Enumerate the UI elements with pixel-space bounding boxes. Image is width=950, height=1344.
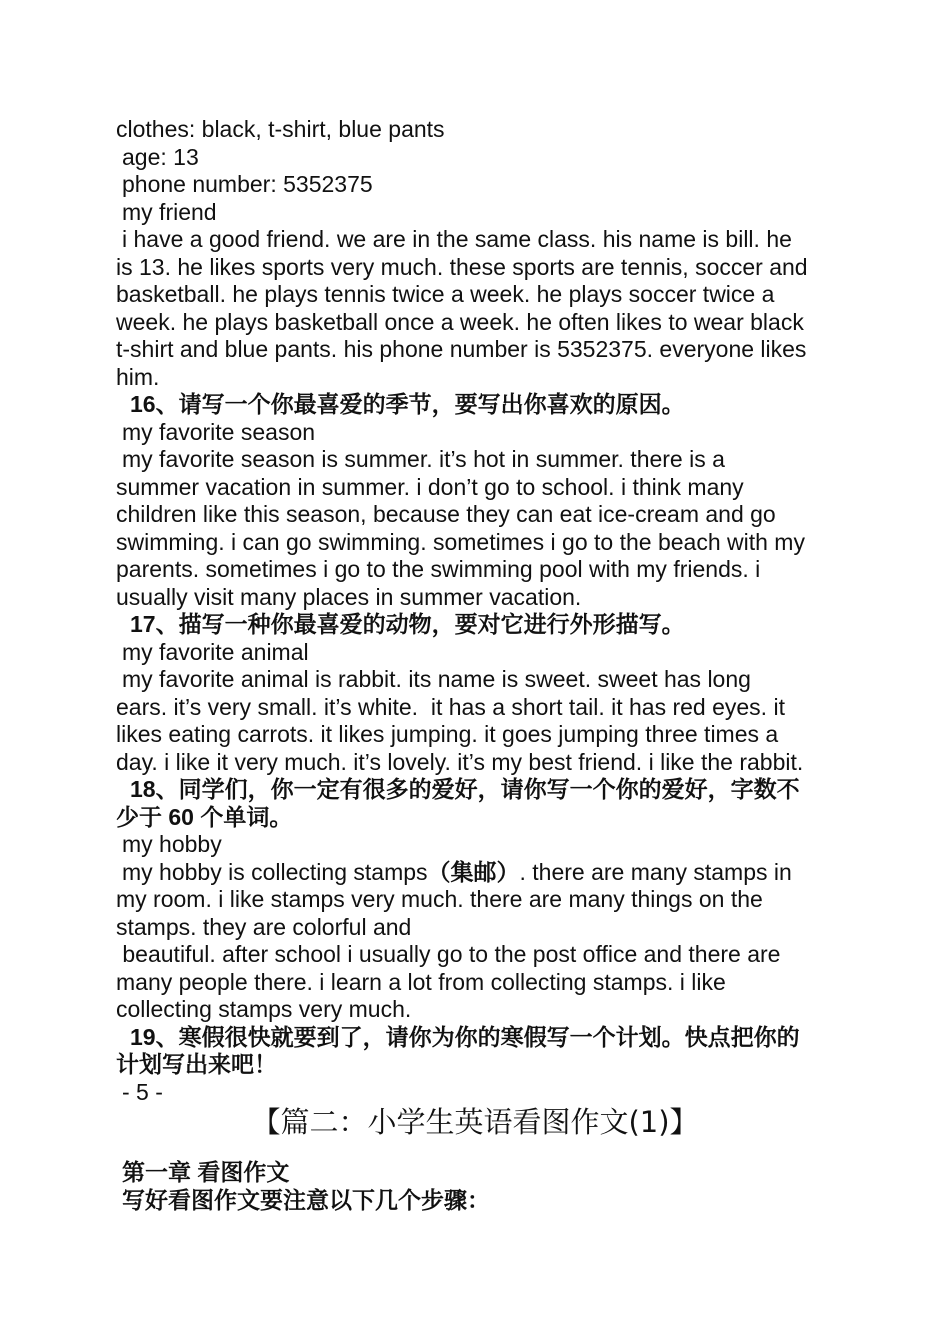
- page-number: - 5 -: [122, 1078, 163, 1105]
- hobby-text-bold: （集邮）: [427, 858, 520, 885]
- chapter-subtitle: 写好看图作文要注意以下几个步骤：: [122, 1187, 490, 1213]
- question-19-prompt: 19、寒假很快就要到了，请你为你的寒假写一个计划。快点把你的: [130, 1023, 800, 1050]
- friend-age: age: 13: [122, 143, 199, 170]
- essay-body-hobby: [116, 859, 840, 1024]
- page-content: [116, 116, 840, 1106]
- essay-line: week. he plays basketball once a week. he often likes to wear black: [116, 308, 804, 335]
- hobby-text-end: . there are many stamps in: [519, 858, 792, 885]
- essay-title-hobby: my hobby: [122, 831, 222, 857]
- essay-title-friend: my friend: [122, 198, 217, 225]
- friend-phone: phone number: 5352375: [122, 171, 373, 197]
- essay-line: ears. it’s very small. it’s white. it has a short tail. it has red eyes. it: [116, 693, 785, 720]
- essay-title-animal: my favorite animal: [122, 638, 309, 665]
- essay-line: t-shirt and blue pants. his phone number is 5352375. everyone likes: [116, 336, 807, 362]
- essay-line: parents. sometimes i go to the swimming pool with my friends. i: [116, 556, 761, 582]
- friend-clothes: clothes: black, t-shirt, blue pants: [116, 116, 445, 142]
- essay-line: day. i like it very much. it’s lovely. it’s my best friend. i like the rabbit.: [116, 748, 804, 775]
- hobby-text-start: my hobby is collecting stamps: [122, 858, 428, 885]
- question-17-prompt: 17、描写一种你最喜爱的动物，要对它进行外形描写。: [130, 611, 685, 637]
- essay-line: many people there. i learn a lot from collecting stamps. i like: [116, 968, 726, 995]
- essay-line: my favorite animal is rabbit. its name is sweet. sweet has long: [122, 666, 751, 692]
- essay-line: my room. i like stamps very much. there are many things on the: [116, 886, 763, 912]
- essay-body-animal: [116, 666, 840, 776]
- essay-title-season: my favorite season: [122, 418, 316, 445]
- essay-line: children like this season, because they can eat ice-cream and go: [116, 501, 776, 527]
- essay-line: stamps. they are colorful and: [116, 913, 412, 940]
- essay-line: beautiful. after school i usually go to the post office and there are: [116, 941, 781, 967]
- essay-line: usually visit many places in summer vacation.: [116, 583, 582, 610]
- question-19-prompt-cont: 计划写出来吧！: [116, 1051, 277, 1077]
- question-18-prompt: 18、同学们，你一定有很多的爱好，请你写一个你的爱好，字数不: [130, 776, 800, 802]
- essay-line: swimming. i can go swimming. sometimes i go to the beach with my: [116, 528, 805, 555]
- section-title: 【篇二：小学生英语看图作文(1)】: [251, 1105, 699, 1139]
- essay-line: my favorite season is summer. it’s hot in summer. there is a: [122, 446, 725, 472]
- essay-body-season: [116, 446, 840, 611]
- question-16-prompt: 16、请写一个你最喜爱的季节，要写出你喜欢的原因。: [130, 391, 685, 417]
- question-18-prompt-cont: 少于 60 个单词。: [116, 803, 293, 830]
- essay-line: likes eating carrots. it likes jumping. it goes jumping three times a: [116, 721, 779, 747]
- essay-line: basketball. he plays tennis twice a week. he plays soccer twice a: [116, 281, 775, 307]
- essay-line: [116, 859, 840, 887]
- essay-line: him.: [116, 363, 160, 390]
- chapter-title: 第一章 看图作文: [122, 1159, 290, 1185]
- essay-line: is 13. he likes sports very much. these sports are tennis, soccer and: [116, 253, 808, 280]
- essay-line: summer vacation in summer. i don’t go to school. i think many: [116, 473, 744, 500]
- essay-line: i have a good friend. we are in the same class. his name is bill. he: [122, 226, 792, 252]
- essay-body-friend: [116, 226, 840, 391]
- essay-line: collecting stamps very much.: [116, 996, 412, 1022]
